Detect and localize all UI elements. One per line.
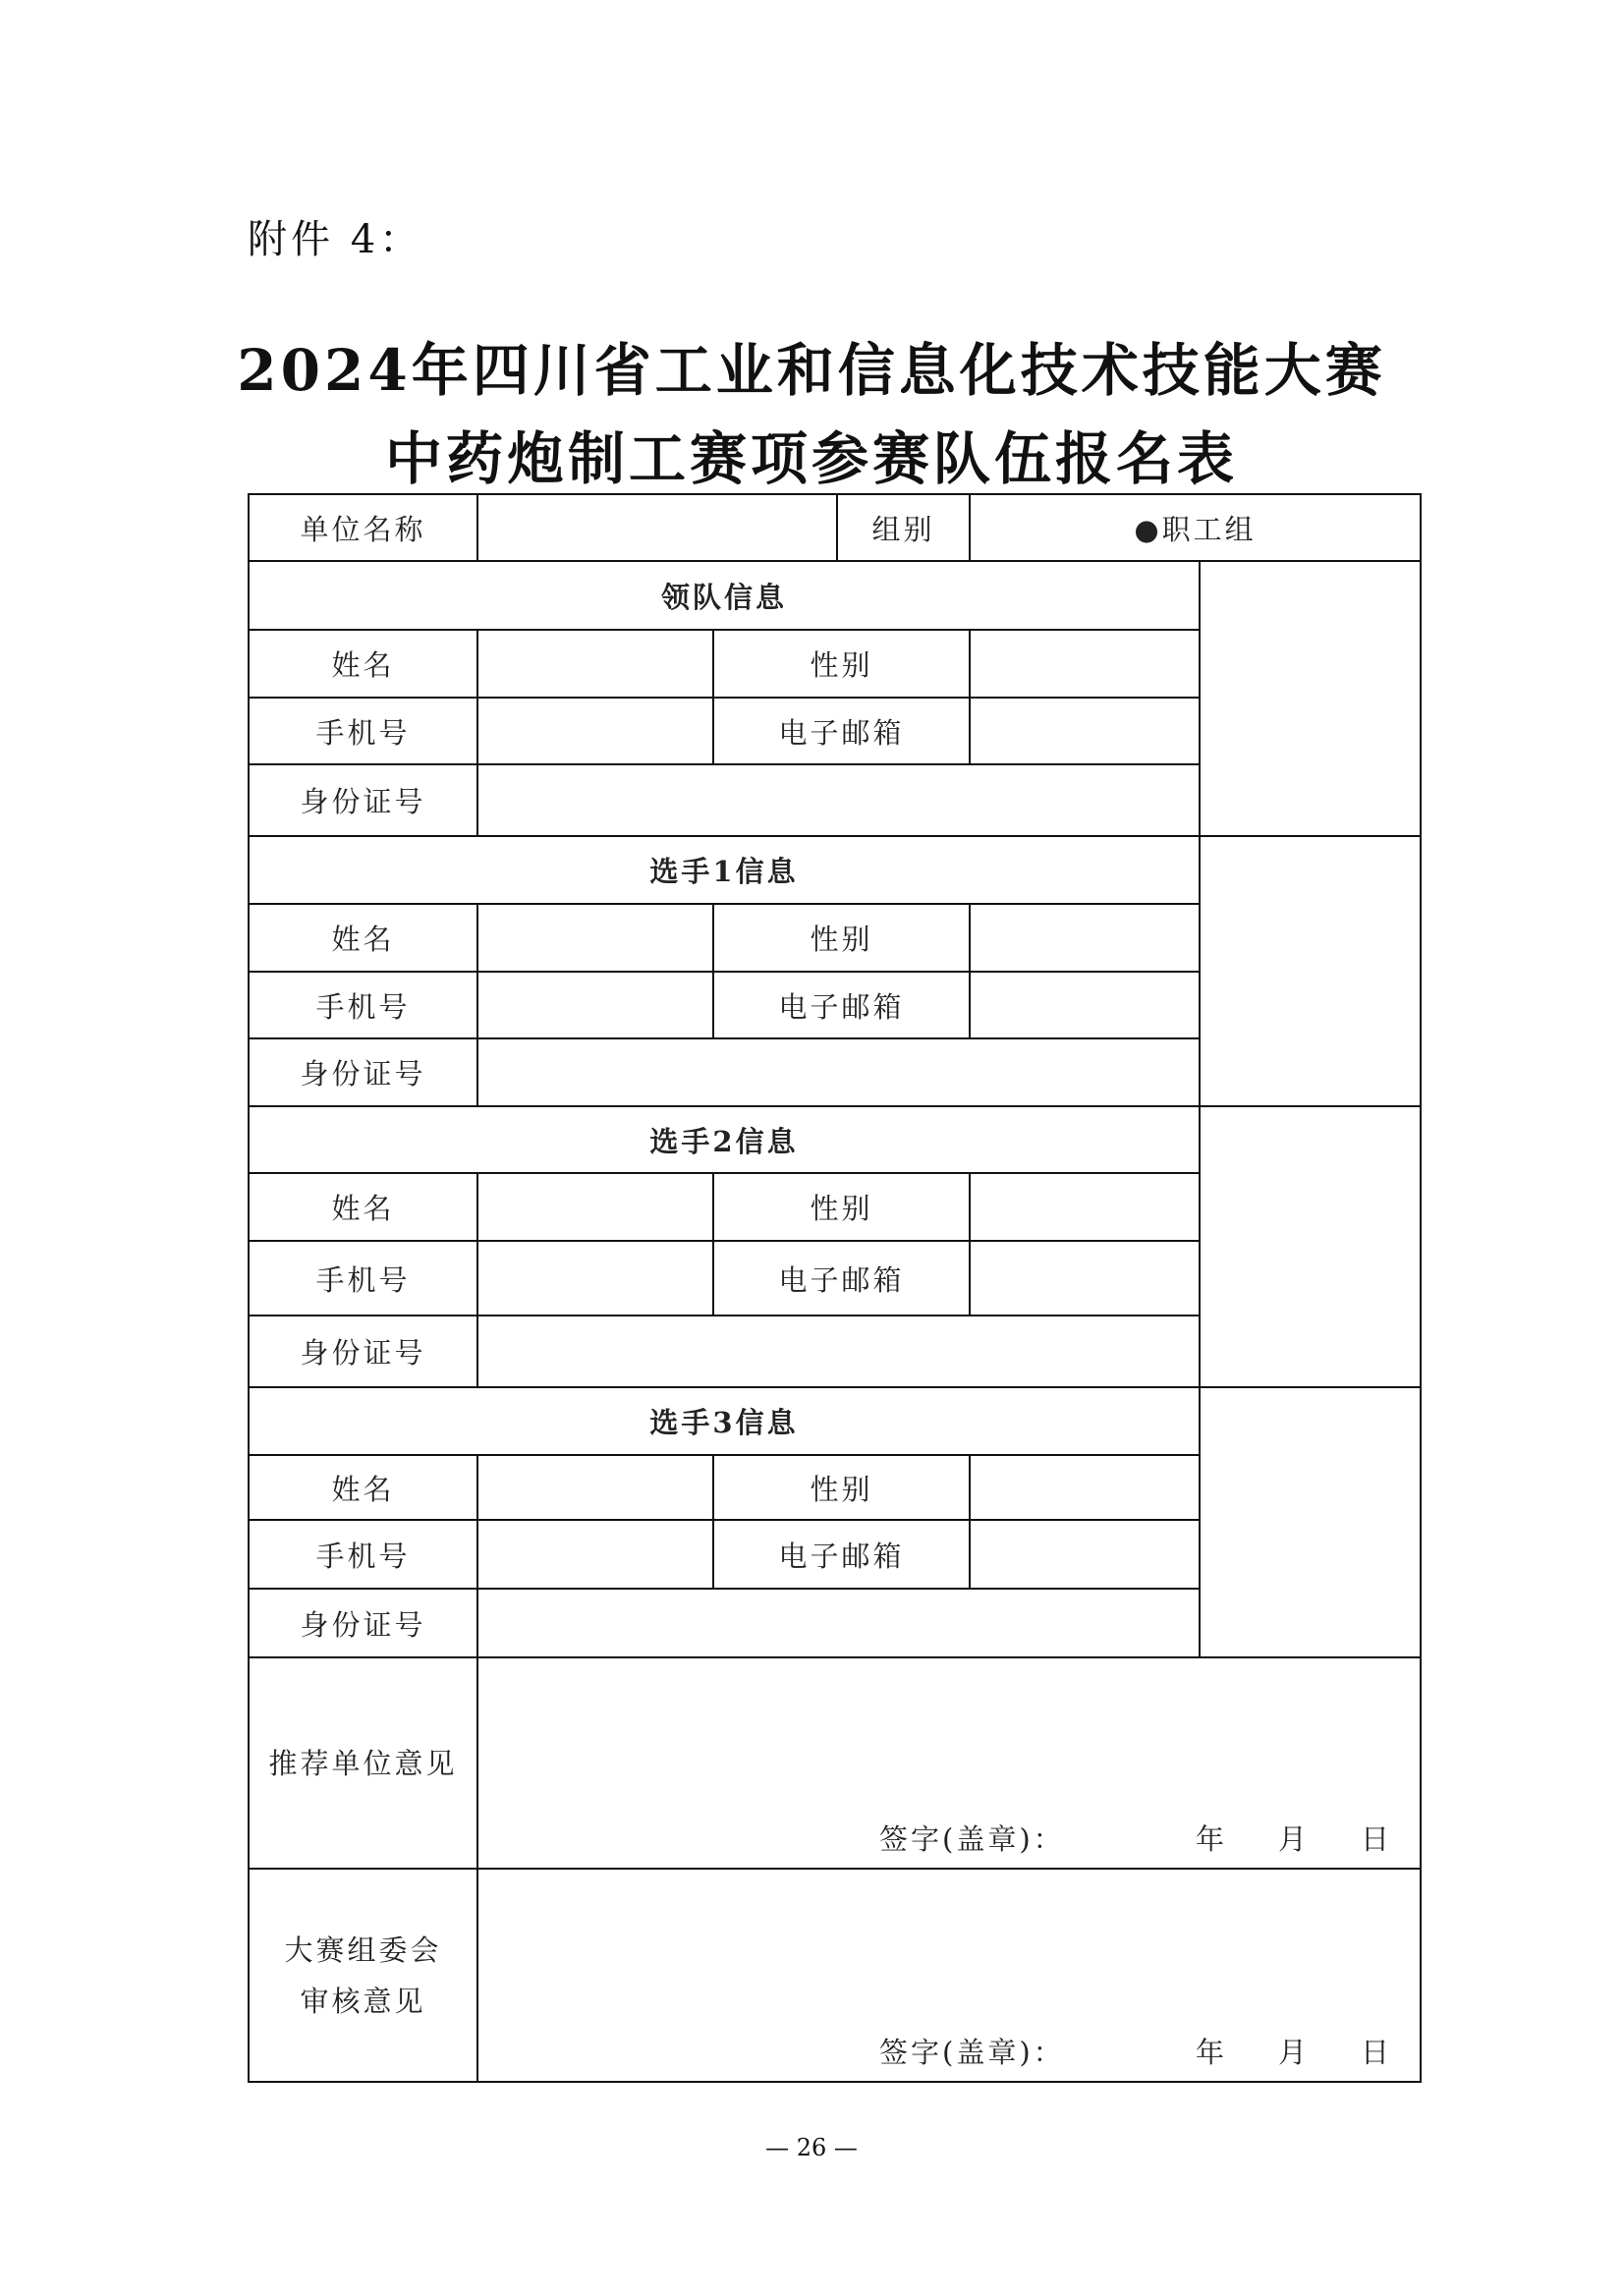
id-number-label: 身份证号 xyxy=(249,1589,477,1657)
group-value[interactable]: ●职工组 xyxy=(970,494,1421,561)
committee-label-line1: 大赛组委会 xyxy=(284,1932,442,1967)
committee-opinion-field[interactable] xyxy=(477,1869,1421,2082)
leader-name-field[interactable] xyxy=(477,630,713,698)
unit-name-label: 单位名称 xyxy=(249,494,477,561)
player2-phone-field[interactable] xyxy=(477,1241,713,1316)
attachment-label: 附件 4： xyxy=(248,217,423,262)
committee-opinion-label xyxy=(249,1869,477,2082)
unit-name-field[interactable] xyxy=(477,494,837,561)
photo-cell-player2[interactable] xyxy=(1200,1106,1421,1387)
player3-id-field[interactable] xyxy=(477,1589,1200,1657)
form-title-line2: 中药炮制工赛项参赛队伍报名表 xyxy=(384,425,1238,492)
recommend-opinion-label: 推荐单位意见 xyxy=(249,1657,477,1869)
gender-label: 性别 xyxy=(713,1455,970,1520)
year-label: 年 xyxy=(1196,2036,1228,2069)
player1-id-field[interactable] xyxy=(477,1038,1200,1106)
email-label: 电子邮箱 xyxy=(713,1520,970,1589)
player2-gender-field[interactable] xyxy=(970,1173,1200,1241)
photo-cell-player3[interactable] xyxy=(1200,1387,1421,1657)
id-number-label: 身份证号 xyxy=(249,1316,477,1387)
day-label: 日 xyxy=(1361,1822,1393,1856)
player1-phone-field[interactable] xyxy=(477,972,713,1038)
section-title-player2: 选手2信息 xyxy=(249,1106,1200,1173)
name-label: 姓名 xyxy=(249,630,477,698)
committee-date xyxy=(1196,2031,1392,2071)
id-number-label: 身份证号 xyxy=(249,1038,477,1106)
month-label: 月 xyxy=(1278,1822,1311,1856)
email-label: 电子邮箱 xyxy=(713,972,970,1038)
player1-email-field[interactable] xyxy=(970,972,1200,1038)
player3-name-field[interactable] xyxy=(477,1455,713,1520)
player1-name-field[interactable] xyxy=(477,904,713,972)
player3-gender-field[interactable] xyxy=(970,1455,1200,1520)
leader-email-field[interactable] xyxy=(970,698,1200,764)
committee-label-line2: 审核意见 xyxy=(300,1984,426,2018)
leader-phone-field[interactable] xyxy=(477,698,713,764)
player3-email-field[interactable] xyxy=(970,1520,1200,1589)
phone-label: 手机号 xyxy=(249,1520,477,1589)
month-label: 月 xyxy=(1278,2036,1311,2069)
page-number: — 26 — xyxy=(765,2134,858,2161)
phone-label: 手机号 xyxy=(249,698,477,764)
email-label: 电子邮箱 xyxy=(713,1241,970,1316)
photo-cell-leader[interactable] xyxy=(1200,561,1421,836)
recommend-sign-label: 签字(盖章)： xyxy=(879,1822,1065,1856)
player2-id-field[interactable] xyxy=(477,1316,1200,1387)
registration-form-table xyxy=(248,493,1422,2083)
email-label: 电子邮箱 xyxy=(713,698,970,764)
photo-cell-player1[interactable] xyxy=(1200,836,1421,1106)
recommend-opinion-field[interactable] xyxy=(477,1657,1421,1869)
leader-gender-field[interactable] xyxy=(970,630,1200,698)
year-label: 年 xyxy=(1196,1822,1228,1856)
section-title-leader: 领队信息 xyxy=(249,561,1200,630)
player3-phone-field[interactable] xyxy=(477,1520,713,1589)
form-title-line1: 2024年四川省工业和信息化技术技能大赛 xyxy=(237,337,1386,404)
name-label: 姓名 xyxy=(249,1173,477,1241)
player2-name-field[interactable] xyxy=(477,1173,713,1241)
player2-email-field[interactable] xyxy=(970,1241,1200,1316)
day-label: 日 xyxy=(1361,2036,1393,2069)
id-number-label: 身份证号 xyxy=(249,764,477,836)
gender-label: 性别 xyxy=(713,630,970,698)
phone-label: 手机号 xyxy=(249,972,477,1038)
committee-sign-label: 签字(盖章)： xyxy=(879,2036,1065,2069)
section-title-player1: 选手1信息 xyxy=(249,836,1200,904)
recommend-date xyxy=(1196,1818,1392,1858)
name-label: 姓名 xyxy=(249,904,477,972)
name-label: 姓名 xyxy=(249,1455,477,1520)
group-label: 组别 xyxy=(837,494,970,561)
player1-gender-field[interactable] xyxy=(970,904,1200,972)
leader-id-field[interactable] xyxy=(477,764,1200,836)
section-title-player3: 选手3信息 xyxy=(249,1387,1200,1455)
gender-label: 性别 xyxy=(713,904,970,972)
phone-label: 手机号 xyxy=(249,1241,477,1316)
gender-label: 性别 xyxy=(713,1173,970,1241)
